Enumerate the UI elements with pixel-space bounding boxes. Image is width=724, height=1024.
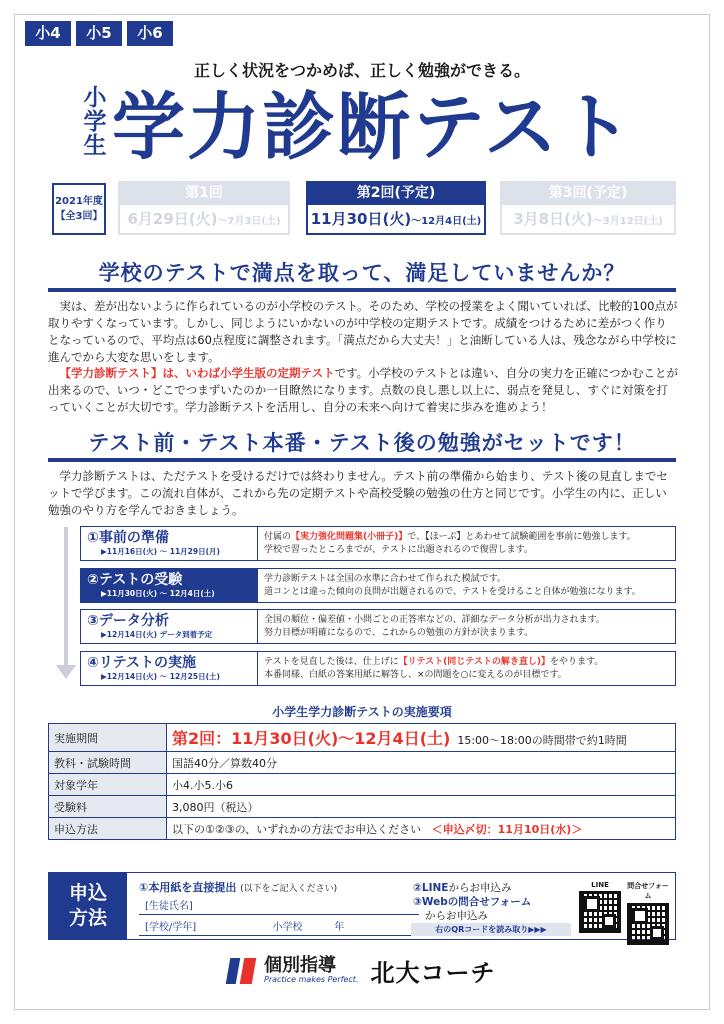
step-dates: ▶12月14日(火) データ到着予定 xyxy=(101,630,213,639)
divider xyxy=(48,458,676,462)
grade-tags xyxy=(25,21,173,46)
section1-para1: 実は、差が出ないように作られているのが小学校のテスト。そのため、学校の授業をよく聞いていれば、比較的100点が取りやすくなっています。しかし、同じようにいかないのが中学校の定期テストです。成績をつけるために差がつく作りとなっているので、平均点は60点程度に調整されます。「満点だから大丈夫！」と油断している人は、残念ながら中学校に進んでから大変な思いをします。 xyxy=(48,299,678,364)
round-dates: 6月29日(火)〜7月3日(土) xyxy=(118,205,290,235)
step-dates: ▶11月16日(火) 〜 11月29日(月) xyxy=(101,547,220,556)
apply-label: 申込 方法 xyxy=(49,873,127,939)
step-analysis: ③データ分析 ▶12月14日(火) データ到着予定 全国の順位・偏差値・小問ごとの正答率などの、詳細なデータ分析が出力されます。 努力目標が明確になるので、これからの勉強の方針が決まります。 xyxy=(80,609,676,644)
step-title: ②テストの受験 xyxy=(87,572,183,588)
section2-para: 学力診断テストは、ただテストを受けるだけでは終わりません。テスト前の準備から始まり、テスト後の見直しまでセットで学びます。この流れ自体が、これから先の定期テストや高校受験の勉強の仕方と同じです。小学生の内に、正しい勉強のやり方を学んでおきましょう。 xyxy=(48,469,668,517)
step-desc: 学校で習ったところまでが、テストに出題されるので復習します。 xyxy=(264,545,533,555)
flow-arrow-icon xyxy=(56,665,76,679)
line-qr[interactable]: LINE xyxy=(579,881,621,933)
step-retest: ④リテストの実施 ▶12月14日(火) 〜 12月25日(土) テストを見直した後は、仕上げに【リテスト(同じテストの解き直し)】をやります。 本番同様、白紙の答案用紙に解答し、×の問題を○に変えるのが目標です。 xyxy=(80,651,676,686)
apply-options-2-3: ②LINEからお申込み ③Webの問合せフォーム からお申込み xyxy=(413,882,532,922)
apply-box xyxy=(48,872,676,940)
section1-para2: 【学力診断テスト】は、いわば小学生版の定期テストです。小学校のテストとは違い、自分の実力を正確につかむことが出来るので、いつ・どこでつまずいたのか一目瞭然になります。点数の良し悪し以上に、弱点を発見し、すぐに対策を打っていくことが大切です。学力診断テストを活用し、自分の未来へ向けて着実に歩みを進めよう！ xyxy=(48,366,678,414)
year-badge xyxy=(52,183,106,235)
year-text: 2021年度 xyxy=(55,196,103,207)
round-1 xyxy=(118,181,290,235)
step-title: ③データ分析 xyxy=(87,613,169,629)
logo-slogan: Practice makes Perfect. xyxy=(264,975,359,984)
section1-title: 学校のテストで満点を取って、満足していませんか？ xyxy=(98,261,626,285)
table-row xyxy=(49,818,676,840)
page-title: 学力診断テスト xyxy=(112,85,635,170)
logo-icon xyxy=(226,956,258,986)
title-prefix: 小学生 xyxy=(83,85,107,159)
row-value: 3,080円（税込） xyxy=(167,796,676,818)
row-key: 受験料 xyxy=(49,796,167,818)
table-row xyxy=(49,724,676,752)
brand-logo xyxy=(226,953,495,988)
apply-option-1: ①本用紙を直接提出 (以下をご記入ください) xyxy=(139,881,338,894)
step-desc: 努力目標が明確になるので、これからの勉強の方針が決まります。 xyxy=(264,628,534,638)
round-dates: 11月30日(火)〜12月4日(土) xyxy=(306,205,486,235)
round-3 xyxy=(500,181,676,235)
step-prepare: ①事前の準備 ▶11月16日(火) 〜 11月29日(月) 付属の【実力強化問題集(小冊子)】で、【ほーぷ】とあわせて試験範囲を事前に勉強します。 学校で習ったところまでが、テストに出題されるので復習します。 xyxy=(80,526,676,561)
row-value: 小4.小5.小6 xyxy=(167,774,676,796)
year-count: 【全3回】 xyxy=(55,211,103,222)
tagline: 正しく状況をつかめば、正しく勉強ができる。 xyxy=(193,61,530,80)
form-qr[interactable]: 問合せフォーム xyxy=(627,881,669,945)
qr-code-icon[interactable] xyxy=(579,891,621,933)
grade-tag: 小6 xyxy=(127,21,173,46)
round-label: 第2回(予定) xyxy=(306,181,486,205)
step-dates: ▶11月30日(火) 〜 12月4日(土) xyxy=(101,589,215,598)
step-desc: 道コンとは違った傾向の良問が出題されるので、テストを受けること自体が勉強になります。 xyxy=(264,587,641,597)
qr-code-icon[interactable] xyxy=(627,903,669,945)
grade-tag: 小4 xyxy=(25,21,71,46)
table-row xyxy=(49,752,676,774)
flow-arrow-line xyxy=(64,527,68,667)
logo-name: 個別指導 xyxy=(264,955,336,976)
step-exam: ②テストの受験 ▶11月30日(火) 〜 12月4日(土) 学力診断テストは全国の水準に合わせて作られた模試です。 道コンとは違った傾向の良問が出題されるので、テストを受けること自体が勉強になります。 xyxy=(80,568,676,603)
section2-title: テスト前・テスト本番・テスト後の勉強がセットです！ xyxy=(88,431,636,455)
step-desc: 本番同様、白紙の答案用紙に解答し、×の問題を○に変えるのが目標です。 xyxy=(264,670,567,680)
step-dates: ▶12月14日(火) 〜 12月25日(土) xyxy=(101,672,220,681)
requirements-title: 小学生学力診断テストの実施要項 xyxy=(272,705,452,719)
row-value: 以下の①②③の、いずれかの方法でお申込ください ＜申込〆切：11月10日(水)＞ xyxy=(167,818,676,840)
requirements-table xyxy=(48,723,676,840)
round-2 xyxy=(306,181,486,235)
grade-tag: 小5 xyxy=(76,21,122,46)
logo-brand: 北大コーチ xyxy=(370,959,496,987)
step-title: ①事前の準備 xyxy=(87,530,169,546)
school-grade-field[interactable]: [学校/学年] 小学校 年 xyxy=(139,918,419,936)
row-value: 国語40分／算数40分 xyxy=(167,752,676,774)
row-key: 教科・試験時間 xyxy=(49,752,167,774)
divider xyxy=(48,288,676,292)
row-key: 実施期間 xyxy=(49,724,167,752)
qr-banner: 右のQRコードを読み取り▶▶▶ xyxy=(411,923,571,936)
student-name-field[interactable]: [生徒氏名] xyxy=(139,897,419,915)
row-value: 第2回：11月30日(火)〜12月4日(土) 15:00〜18:00の時間帯で約1時間 xyxy=(167,724,676,752)
table-row xyxy=(49,774,676,796)
round-label: 第3回(予定) xyxy=(500,181,676,205)
table-row xyxy=(49,796,676,818)
row-key: 対象学年 xyxy=(49,774,167,796)
round-dates: 3月8日(火)〜3月12日(土) xyxy=(500,205,676,235)
step-title: ④リテストの実施 xyxy=(87,655,197,671)
round-label: 第1回 xyxy=(118,181,290,205)
row-key: 申込方法 xyxy=(49,818,167,840)
